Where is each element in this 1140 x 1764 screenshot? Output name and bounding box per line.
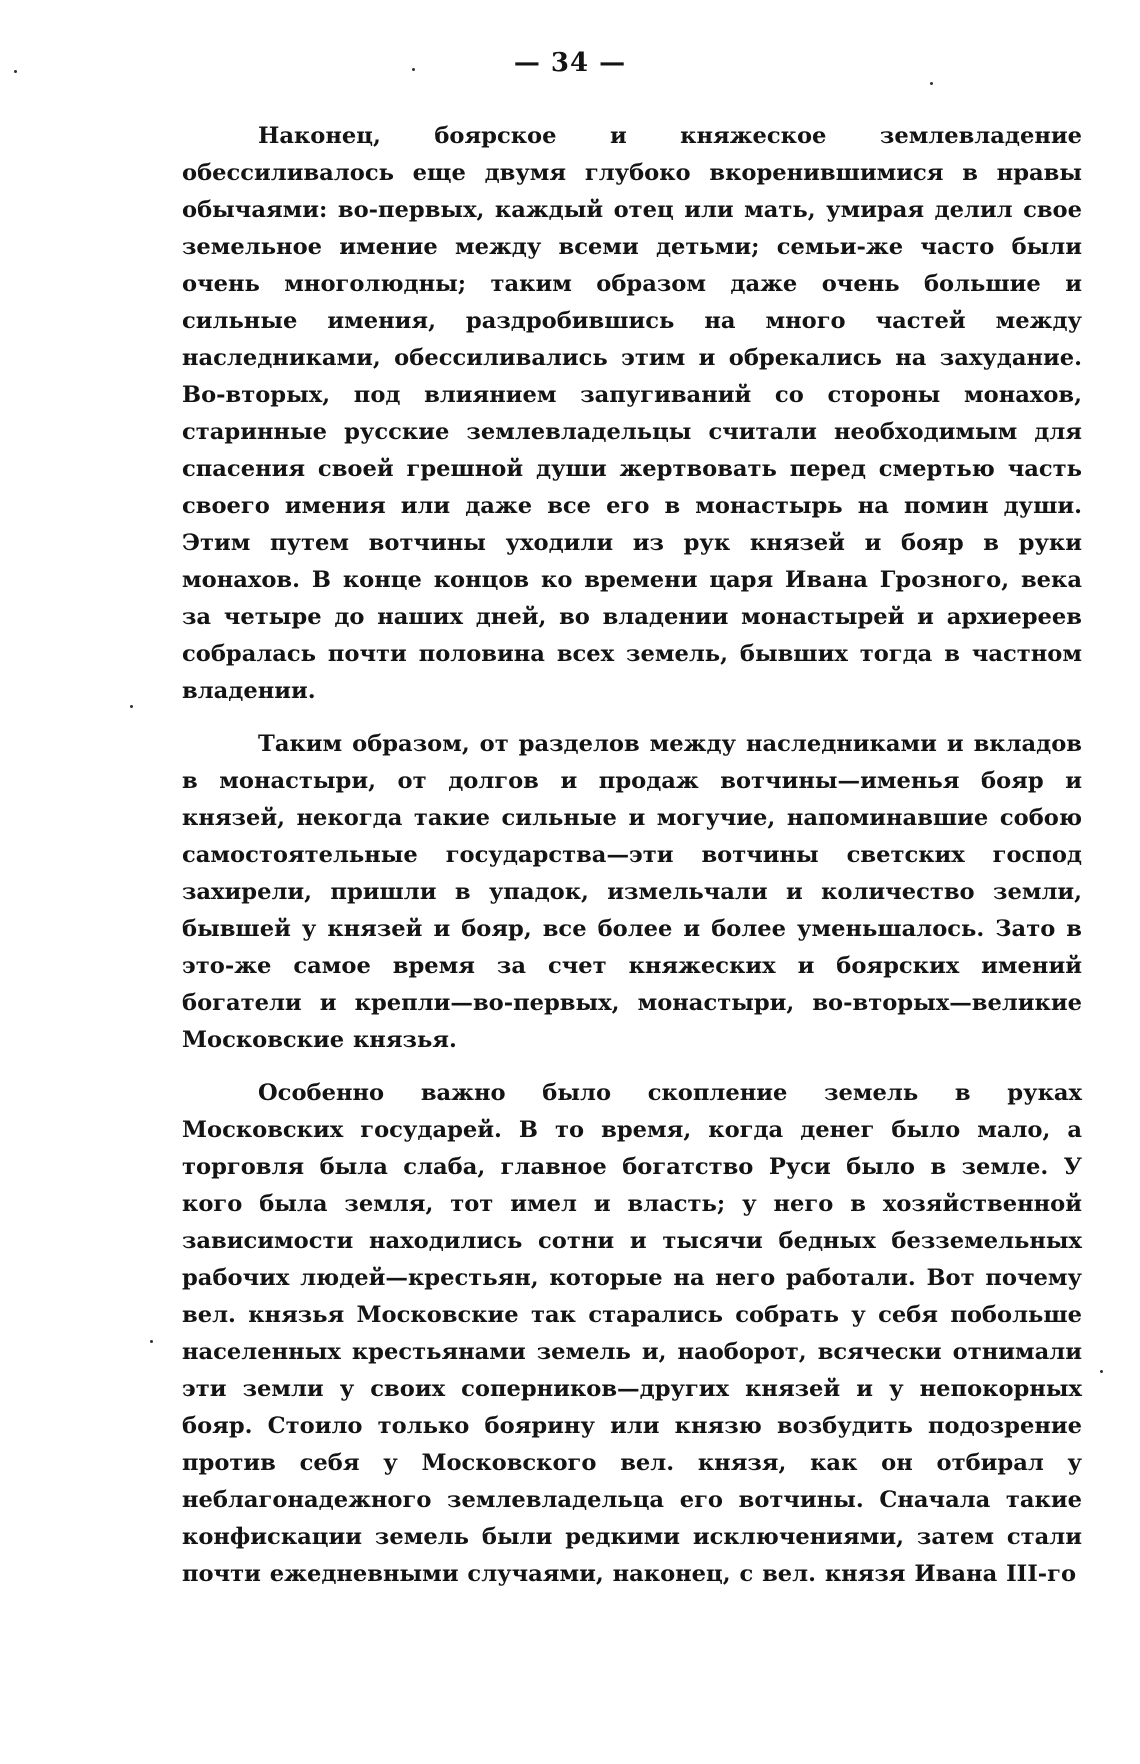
- text-body: [182, 118, 1082, 1593]
- scan-speck: [412, 68, 415, 71]
- scan-speck: [930, 82, 933, 85]
- paragraph-3: Особенно важно было скопление земель в руках Московских государей. В то время, когда денег было мало, а торговля была слаба, главное богатство Руси было в земле. У кого была земля, тот имел и власть; у него в хозяйственной зависимости находились сотни и тысячи бедных безземельных рабочих людей—крестьян, которые на него работали. Вот почему вел. князья Московские так старались собрать у себя побольше населенных крестьянами земель и, наоборот, всячески отнимали эти земли у своих соперников—других князей и у непокорных бояр. Стоило только боярину или князю возбудить подозрение против себя у Московского вел. князя, как он отбирал у неблагонадежного землевладельца его вотчины. Сначала такие конфискации земель были редкими исключениями, затем стали почти ежедневными случаями, наконец, с вел. князя Ивана III-го: [182, 1080, 1082, 1587]
- paragraph-2: Таким образом, от разделов между наследниками и вкладов в монастыри, от долгов и продаж вотчины—именья бояр и князей, некогда такие сильные и могучие, напоминавшие собою самостоятельные государства—эти вотчины светских господ захирели, пришли в упадок, измельчали и количество земли, бывшей у князей и бояр, все более и более уменьшалось. Зато в это-же самое время за счет княжеских и боярских имений богатели и крепли—во-первых, монастыри, во-вторых—великие Московские князья.: [182, 731, 1082, 1053]
- scan-speck: [14, 70, 17, 73]
- scan-speck: [1100, 1370, 1103, 1373]
- scan-speck: [150, 1340, 153, 1343]
- scan-speck: [130, 705, 133, 708]
- page-number: — 34 —: [513, 48, 627, 78]
- paragraph-1: Наконец, боярское и княжеское землевладение обессиливалось еще двумя глубоко вкоренившимися в нравы обычаями: во-первых, каждый отец или мать, умирая делил свое земельное имение между всеми детьми; семьи-же часто были очень многолюдны; таким образом даже очень большие и сильные имения, раздробившись на много частей между наследниками, обессиливались этим и обрекались на захудание. Во-вторых, под влиянием запугиваний со стороны монахов, старинные русские землевладельцы считали необходимым для спасения своей грешной души жертвовать перед смертью часть своего имения или даже все его в монастырь на помин души. Этим путем вотчины уходили из рук князей и бояр в руки монахов. В конце концов ко времени царя Ивана Грозного, века за четыре до наших дней, во владении монастырей и архиереев собралась почти половина всех земель, бывших тогда в частном владении.: [182, 123, 1082, 704]
